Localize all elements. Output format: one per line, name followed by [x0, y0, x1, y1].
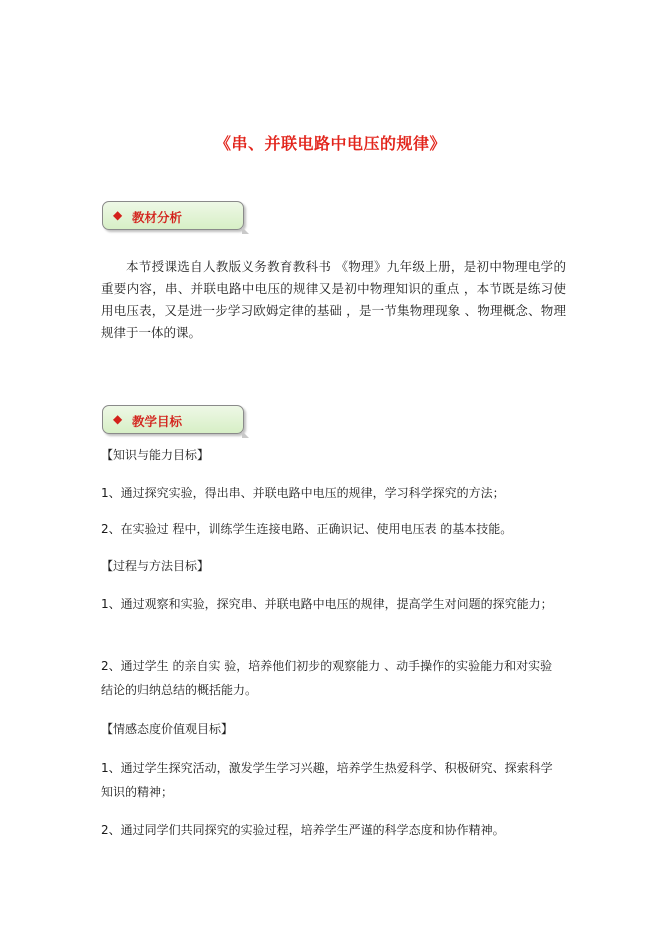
- list-item: 1、通过观察和实验，探究串、并联电路中电压的规律，提高学生对问题的探究能力；: [101, 597, 553, 611]
- material-analysis-paragraph: 本节授课选自人教版义务教育教科书 《物理》九年级上册，是初中物理电学的重要内容，串、并联电路中电压的规律又是初中物理知识的重点 ，本节既是练习使用电压表，又是进一步学习欧姆定律的基础 ，是一节集物理现象 、物理概念、物理规律于一体的课。: [101, 259, 566, 340]
- list-item: 2、通过学生 的亲自实 验，培养他们初步的观察能力 、动手操作的实验能力和对实验结论的归纳总结的概括能力。: [101, 659, 553, 697]
- group-label-knowledge: 【知识与能力目标】: [101, 448, 210, 462]
- section-heading: 教材分析: [132, 210, 183, 225]
- list-item: 1、通过探究实验，得出串、并联电路中电压的规律，学习科学探究的方法；: [101, 486, 505, 500]
- list-item: 2、通过同学们共同探究的实验过程，培养学生严谨的科学态度和协作精神。: [101, 823, 505, 837]
- list-item: 2、在实验过 程中，训练学生连接电路、正确识记、使用电压表 的基本技能。: [101, 522, 513, 536]
- group-label-process: 【过程与方法目标】: [101, 559, 210, 573]
- page-title: 《串、并联电路中电压的规律》: [214, 134, 446, 153]
- tab-fold-decoration: [242, 227, 249, 234]
- section-heading: 教学目标: [132, 414, 183, 429]
- section-tab-teaching-objectives: [102, 405, 244, 434]
- tab-fold-decoration: [242, 431, 249, 438]
- list-item: 1、通过学生探究活动，激发学生学习兴趣，培养学生热爱科学、积极研究、探索科学知识的精神；: [101, 761, 553, 799]
- diamond-icon: ◆: [113, 208, 123, 222]
- diamond-icon: ◆: [113, 412, 123, 426]
- section-tab-material-analysis: [102, 201, 244, 230]
- group-label-attitude: 【情感态度价值观目标】: [101, 722, 234, 736]
